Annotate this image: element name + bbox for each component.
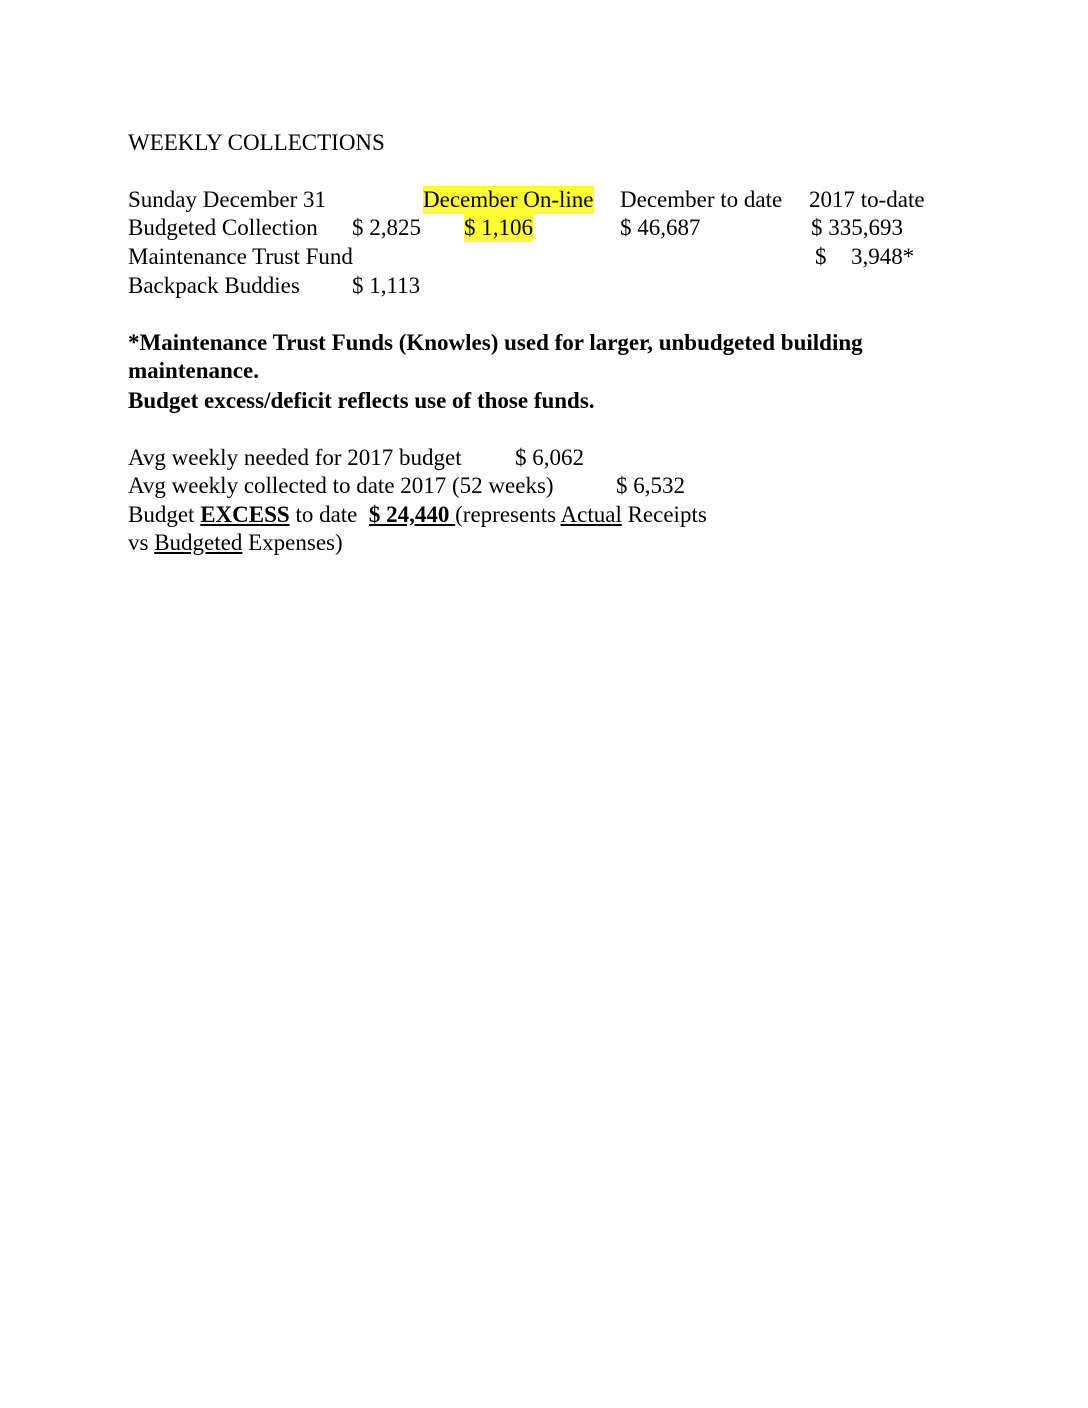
header-online: December On-line <box>423 187 594 212</box>
row-budgeted-online: $ 1,106 <box>464 215 533 240</box>
row-budgeted-year: $ 335,693 <box>811 215 903 240</box>
row-label-budgeted: Budgeted Collection <box>128 215 318 240</box>
avg-needed-label: Avg weekly needed for 2017 budget <box>128 445 462 470</box>
row-maintenance-year-symbol: $ <box>815 244 827 269</box>
excess-suffix-2: Receipts <box>621 502 707 527</box>
avg-collected-label: Avg weekly collected to date 2017 (52 weeks) <box>128 473 554 498</box>
header-date: Sunday December 31 <box>128 187 326 212</box>
row-backpack-weekly: $ 1,113 <box>352 273 421 298</box>
excess-prefix: Budget <box>128 502 201 527</box>
excess-suffix-1: (represents <box>455 502 561 527</box>
header-year-to-date: 2017 to-date <box>809 187 925 212</box>
document-title: WEEKLY COLLECTIONS <box>128 130 385 155</box>
note-line-1: *Maintenance Trust Funds (Knowles) used for larger, unbudgeted building <box>128 330 863 355</box>
row-label-maintenance: Maintenance Trust Fund <box>128 244 353 269</box>
excess-line-2 <box>128 529 343 557</box>
row-label-backpack: Backpack Buddies <box>128 273 300 298</box>
excess-middle: to date <box>289 502 369 527</box>
budgeted-word: Budgeted <box>154 530 243 555</box>
note-line-3: Budget excess/deficit reflects use of those funds. <box>128 388 595 413</box>
actual-word: Actual <box>560 502 622 527</box>
excess-line <box>128 501 707 529</box>
row-budgeted-month: $ 46,687 <box>620 215 701 240</box>
line2-suffix: Expenses) <box>242 530 343 555</box>
avg-collected-value: $ 6,532 <box>616 473 685 498</box>
row-budgeted-weekly: $ 2,825 <box>352 215 421 240</box>
avg-needed-value: $ 6,062 <box>515 445 584 470</box>
excess-amount: $ 24,440 <box>368 502 456 527</box>
excess-word: EXCESS <box>200 502 290 527</box>
row-maintenance-year-amount: 3,948* <box>851 244 915 269</box>
line2-prefix: vs <box>128 530 155 555</box>
note-line-2: maintenance. <box>128 358 259 383</box>
header-month-to-date: December to date <box>620 187 783 212</box>
